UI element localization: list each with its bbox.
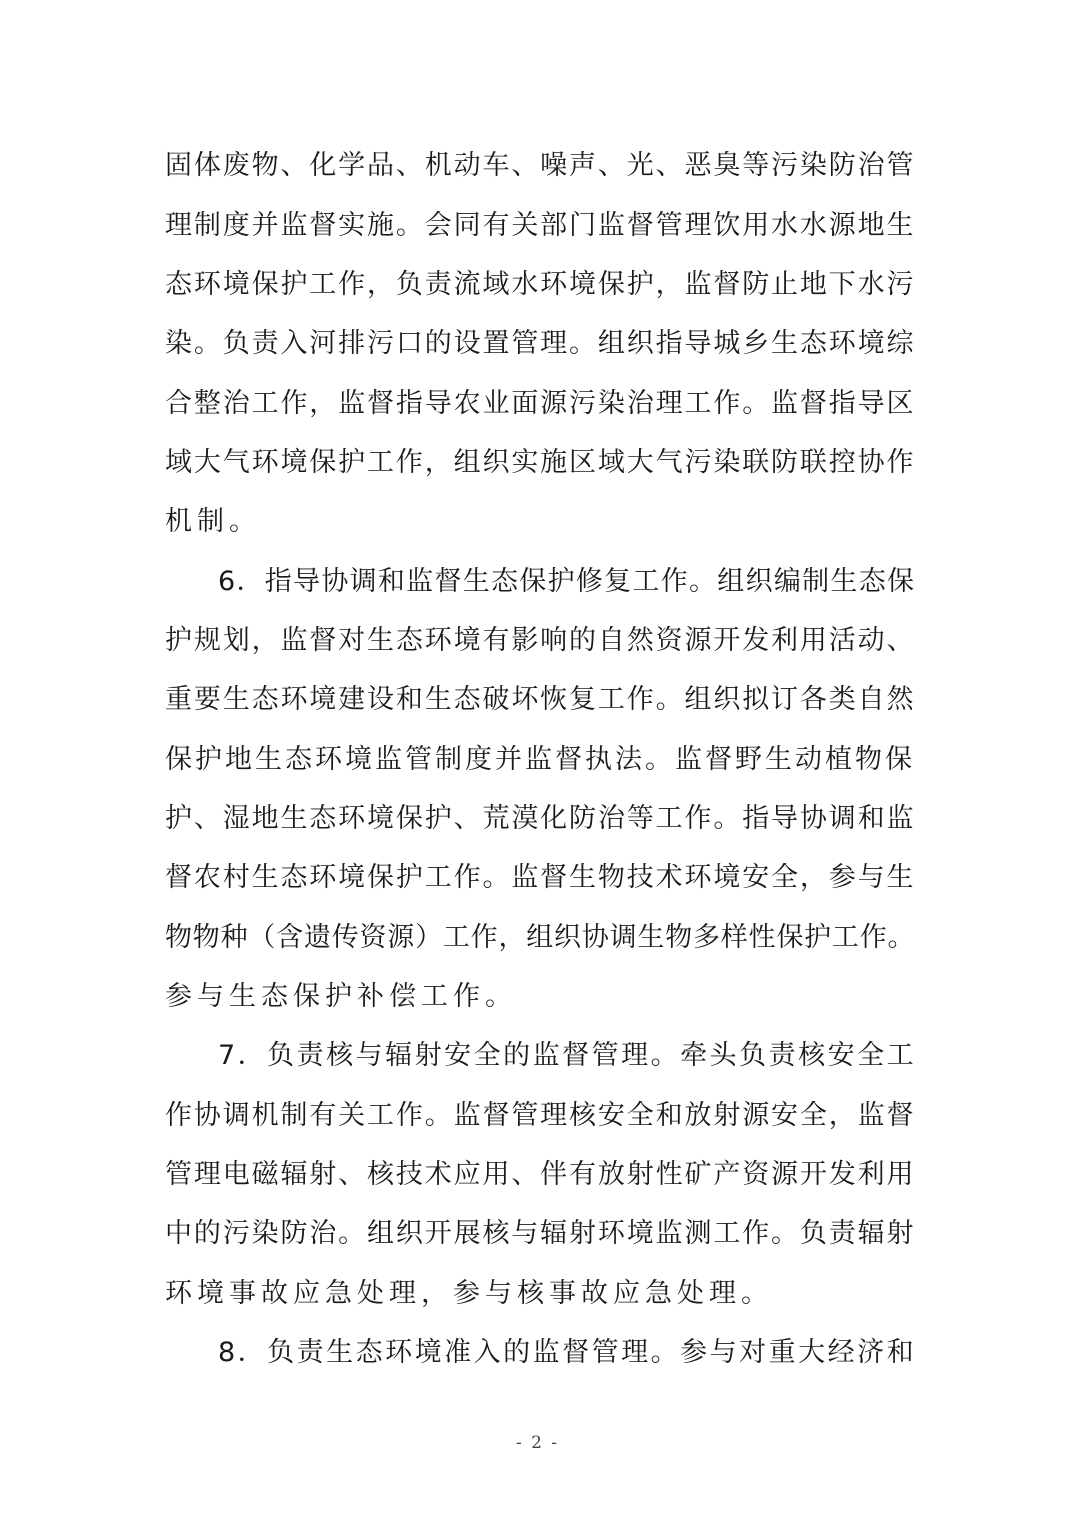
text-line: 参与生态保护补偿工作。 bbox=[165, 981, 517, 1012]
text-line: 中的污染防治。组织开展核与辐射环境监测工作。负责辐射 bbox=[165, 1218, 915, 1249]
text-line: 护规划，监督对生态环境有影响的自然资源开发利用活动、 bbox=[165, 625, 915, 656]
paragraph-heading-8: 8．负责生态环境准入的监督管理。参与对重大经济和 bbox=[218, 1337, 917, 1368]
text-line: 督农村生态环境保护工作。监督生物技术环境安全，参与生 bbox=[165, 862, 915, 893]
text-line: 物物种（含遗传资源）工作，组织协调生物多样性保护工作。 bbox=[165, 922, 915, 953]
page-number: - 2 - bbox=[515, 1433, 560, 1453]
text-line: 域大气环境保护工作，组织实施区域大气污染联防联控协作 bbox=[165, 447, 915, 478]
text-line: 合整治工作，监督指导农业面源污染治理工作。监督指导区 bbox=[165, 388, 915, 419]
text-line: 保护地生态环境监管制度并监督执法。监督野生动植物保 bbox=[165, 744, 915, 775]
text-line: 护、湿地生态环境保护、荒漠化防治等工作。指导协调和监 bbox=[165, 803, 915, 834]
text-line: 固体废物、化学品、机动车、噪声、光、恶臭等污染防治管 bbox=[165, 150, 915, 181]
paragraph-heading-6: 6．指导协调和监督生态保护修复工作。组织编制生态保 bbox=[218, 566, 915, 597]
text-line: 重要生态环境建设和生态破坏恢复工作。组织拟订各类自然 bbox=[165, 684, 915, 715]
text-line: 理制度并监督实施。会同有关部门监督管理饮用水水源地生 bbox=[165, 210, 915, 241]
paragraph-heading-7: 7．负责核与辐射安全的监督管理。牵头负责核安全工 bbox=[218, 1040, 917, 1071]
text-line: 染。负责入河排污口的设置管理。组织指导城乡生态环境综 bbox=[165, 328, 915, 359]
text-line: 态环境保护工作，负责流域水环境保护，监督防止地下水污 bbox=[165, 269, 915, 300]
text-line: 环境事故应急处理，参与核事故应急处理。 bbox=[165, 1278, 773, 1309]
text-line: 管理电磁辐射、核技术应用、伴有放射性矿产资源开发利用 bbox=[165, 1159, 915, 1190]
text-line: 作协调机制有关工作。监督管理核安全和放射源安全，监督 bbox=[165, 1100, 915, 1131]
text-line: 机制。 bbox=[165, 506, 261, 537]
